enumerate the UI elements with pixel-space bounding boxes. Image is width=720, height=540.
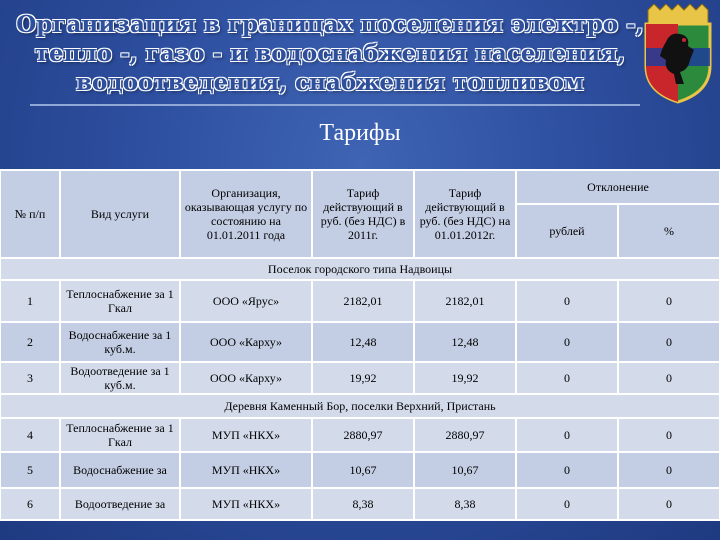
header-num [0,170,60,258]
header-org [184,170,308,258]
table-cell-org [182,362,310,394]
table-cell-service-text: Водоснабжение за 1 куб.м. [68,328,172,356]
table-cell-t2011-text: 10,67 [349,463,377,477]
table-cell-org [182,488,310,520]
table-cell-num [2,280,58,322]
table-cell-t2011 [314,418,412,452]
table-cell-t2012-text: 12,48 [451,335,479,349]
table-cell-org-text: ООО «Карху» [209,335,282,349]
table-cell-org [182,322,310,362]
table-cell-service [62,418,178,452]
table-cell-dev_rub [518,362,616,394]
table-cell-org-text: МУП «НКХ» [211,463,281,477]
header-dev-pct [618,204,720,258]
table-cell-t2011 [314,452,412,488]
table-cell-dev_rub-text: 0 [564,428,570,442]
header-dev-rub-text: рублей [549,224,585,238]
table-cell-service [62,362,178,394]
table-cell-t2012-text: 8,38 [454,497,476,511]
table-cell-service-text: Водоотведение за [74,497,166,511]
table-cell-service [62,452,178,488]
table-cell-dev_rub [518,280,616,322]
table-cell-dev_pct [620,452,718,488]
table-cell-t2012-text: 10,67 [451,463,479,477]
table-cell-dev_pct [620,322,718,362]
table-cell-t2011-text: 8,38 [352,497,374,511]
table-cell-num-text: 2 [27,335,33,349]
table-cell-dev_rub-text: 0 [564,294,570,308]
table-cell-num [2,418,58,452]
table-cell-dev_pct [620,362,718,394]
section-title-text: Деревня Каменный Бор, поселки Верхний, Пристань [224,399,496,413]
table-cell-dev_rub [518,488,616,520]
table-cell-dev_pct-text: 0 [666,428,672,442]
table-cell-t2012 [416,322,514,362]
table-cell-dev_pct-text: 0 [666,463,672,477]
subtitle: Тарифы [319,120,401,146]
table-cell-dev_rub-text: 0 [564,335,570,349]
table-cell-t2012 [416,488,514,520]
table-cell-service-text: Теплоснабжение за 1 Гкал [66,287,174,315]
header-num-text: № п/п [14,207,46,221]
header-org-text: Организация, оказывающая услугу по состоянию на 01.01.2011 года [184,186,308,242]
table-cell-service-text: Водоотведение за 1 куб.м. [70,364,170,392]
table-cell-service [62,322,178,362]
table-cell-num-text: 3 [27,371,33,385]
table-cell-t2011 [314,280,412,322]
table-cell-dev_rub [518,418,616,452]
table-cell-t2012 [416,452,514,488]
table-cell-t2011 [314,362,412,394]
header-service [60,170,180,258]
table-cell-num-text: 6 [27,497,33,511]
table-cell-org-text: ООО «Карху» [209,371,282,385]
table-cell-t2011-text: 19,92 [349,371,377,385]
table-cell-service [62,488,178,520]
table-cell-t2012 [416,280,514,322]
table-cell-service-text: Водоснабжение за [73,463,167,477]
table-cell-org [182,280,310,322]
table-cell-service-text: Теплоснабжение за 1 Гкал [66,421,174,449]
table-cell-dev_pct-text: 0 [666,371,672,385]
table-cell-dev_rub [518,452,616,488]
table-cell-org [182,452,310,488]
table-cell-num-text: 1 [27,294,33,308]
section-title [0,258,720,280]
table-cell-t2011 [314,488,412,520]
table-cell-num [2,452,58,488]
title-line: водоотведения, снабжения топливом [76,69,584,96]
table-cell-org-text: МУП «НКХ» [211,497,281,511]
table-cell-org [182,418,310,452]
table-cell-org-text: МУП «НКХ» [211,428,281,442]
table-cell-dev_rub-text: 0 [564,463,570,477]
table-cell-dev_pct-text: 0 [666,497,672,511]
table-cell-dev_pct [620,488,718,520]
table-cell-num [2,362,58,394]
title-line: Организация в границах поселения электро -, [16,11,644,38]
table-cell-dev_rub [518,322,616,362]
table-cell-t2012-text: 2880,97 [445,428,485,442]
table-cell-dev_pct-text: 0 [666,294,672,308]
header-deviation-text: Отклонение [587,180,649,194]
header-dev-rub [516,204,618,258]
section-title [0,394,720,418]
section-title-text: Поселок городского типа Надвоицы [267,262,453,276]
table-cell-t2012 [416,418,514,452]
table-cell-t2011-text: 2880,97 [343,428,383,442]
table-cell-t2012-text: 19,92 [451,371,479,385]
table-cell-dev_pct-text: 0 [666,335,672,349]
table-cell-dev_rub-text: 0 [564,371,570,385]
header-tariff2012 [418,170,512,258]
header-tariff2012-text: Тариф действующий в руб. (без НДС) на 01.01.2012г. [419,186,511,242]
table-cell-t2011-text: 12,48 [349,335,377,349]
table-cell-t2011 [314,322,412,362]
table-cell-service [62,280,178,322]
table-cell-t2011-text: 2182,01 [343,294,383,308]
header-tariff2011 [316,170,410,258]
table-cell-t2012 [416,362,514,394]
table-cell-t2012-text: 2182,01 [445,294,485,308]
table-cell-dev_pct [620,280,718,322]
table-cell-num [2,322,58,362]
header-service-text: Вид услуги [90,207,150,221]
header-tariff2011-text: Тариф действующий в руб. (без НДС) в 2011г. [320,186,406,242]
table-cell-num-text: 5 [27,463,33,477]
table-cell-org-text: ООО «Ярус» [212,294,280,308]
table-cell-num-text: 4 [27,428,33,442]
header-dev-pct-text: % [664,224,674,238]
table-cell-dev_pct [620,418,718,452]
header-deviation [516,170,720,204]
table-cell-dev_rub-text: 0 [564,497,570,511]
table-cell-num [2,488,58,520]
title-line: тепло -, газо - и водоснабжения населения, [34,40,626,67]
